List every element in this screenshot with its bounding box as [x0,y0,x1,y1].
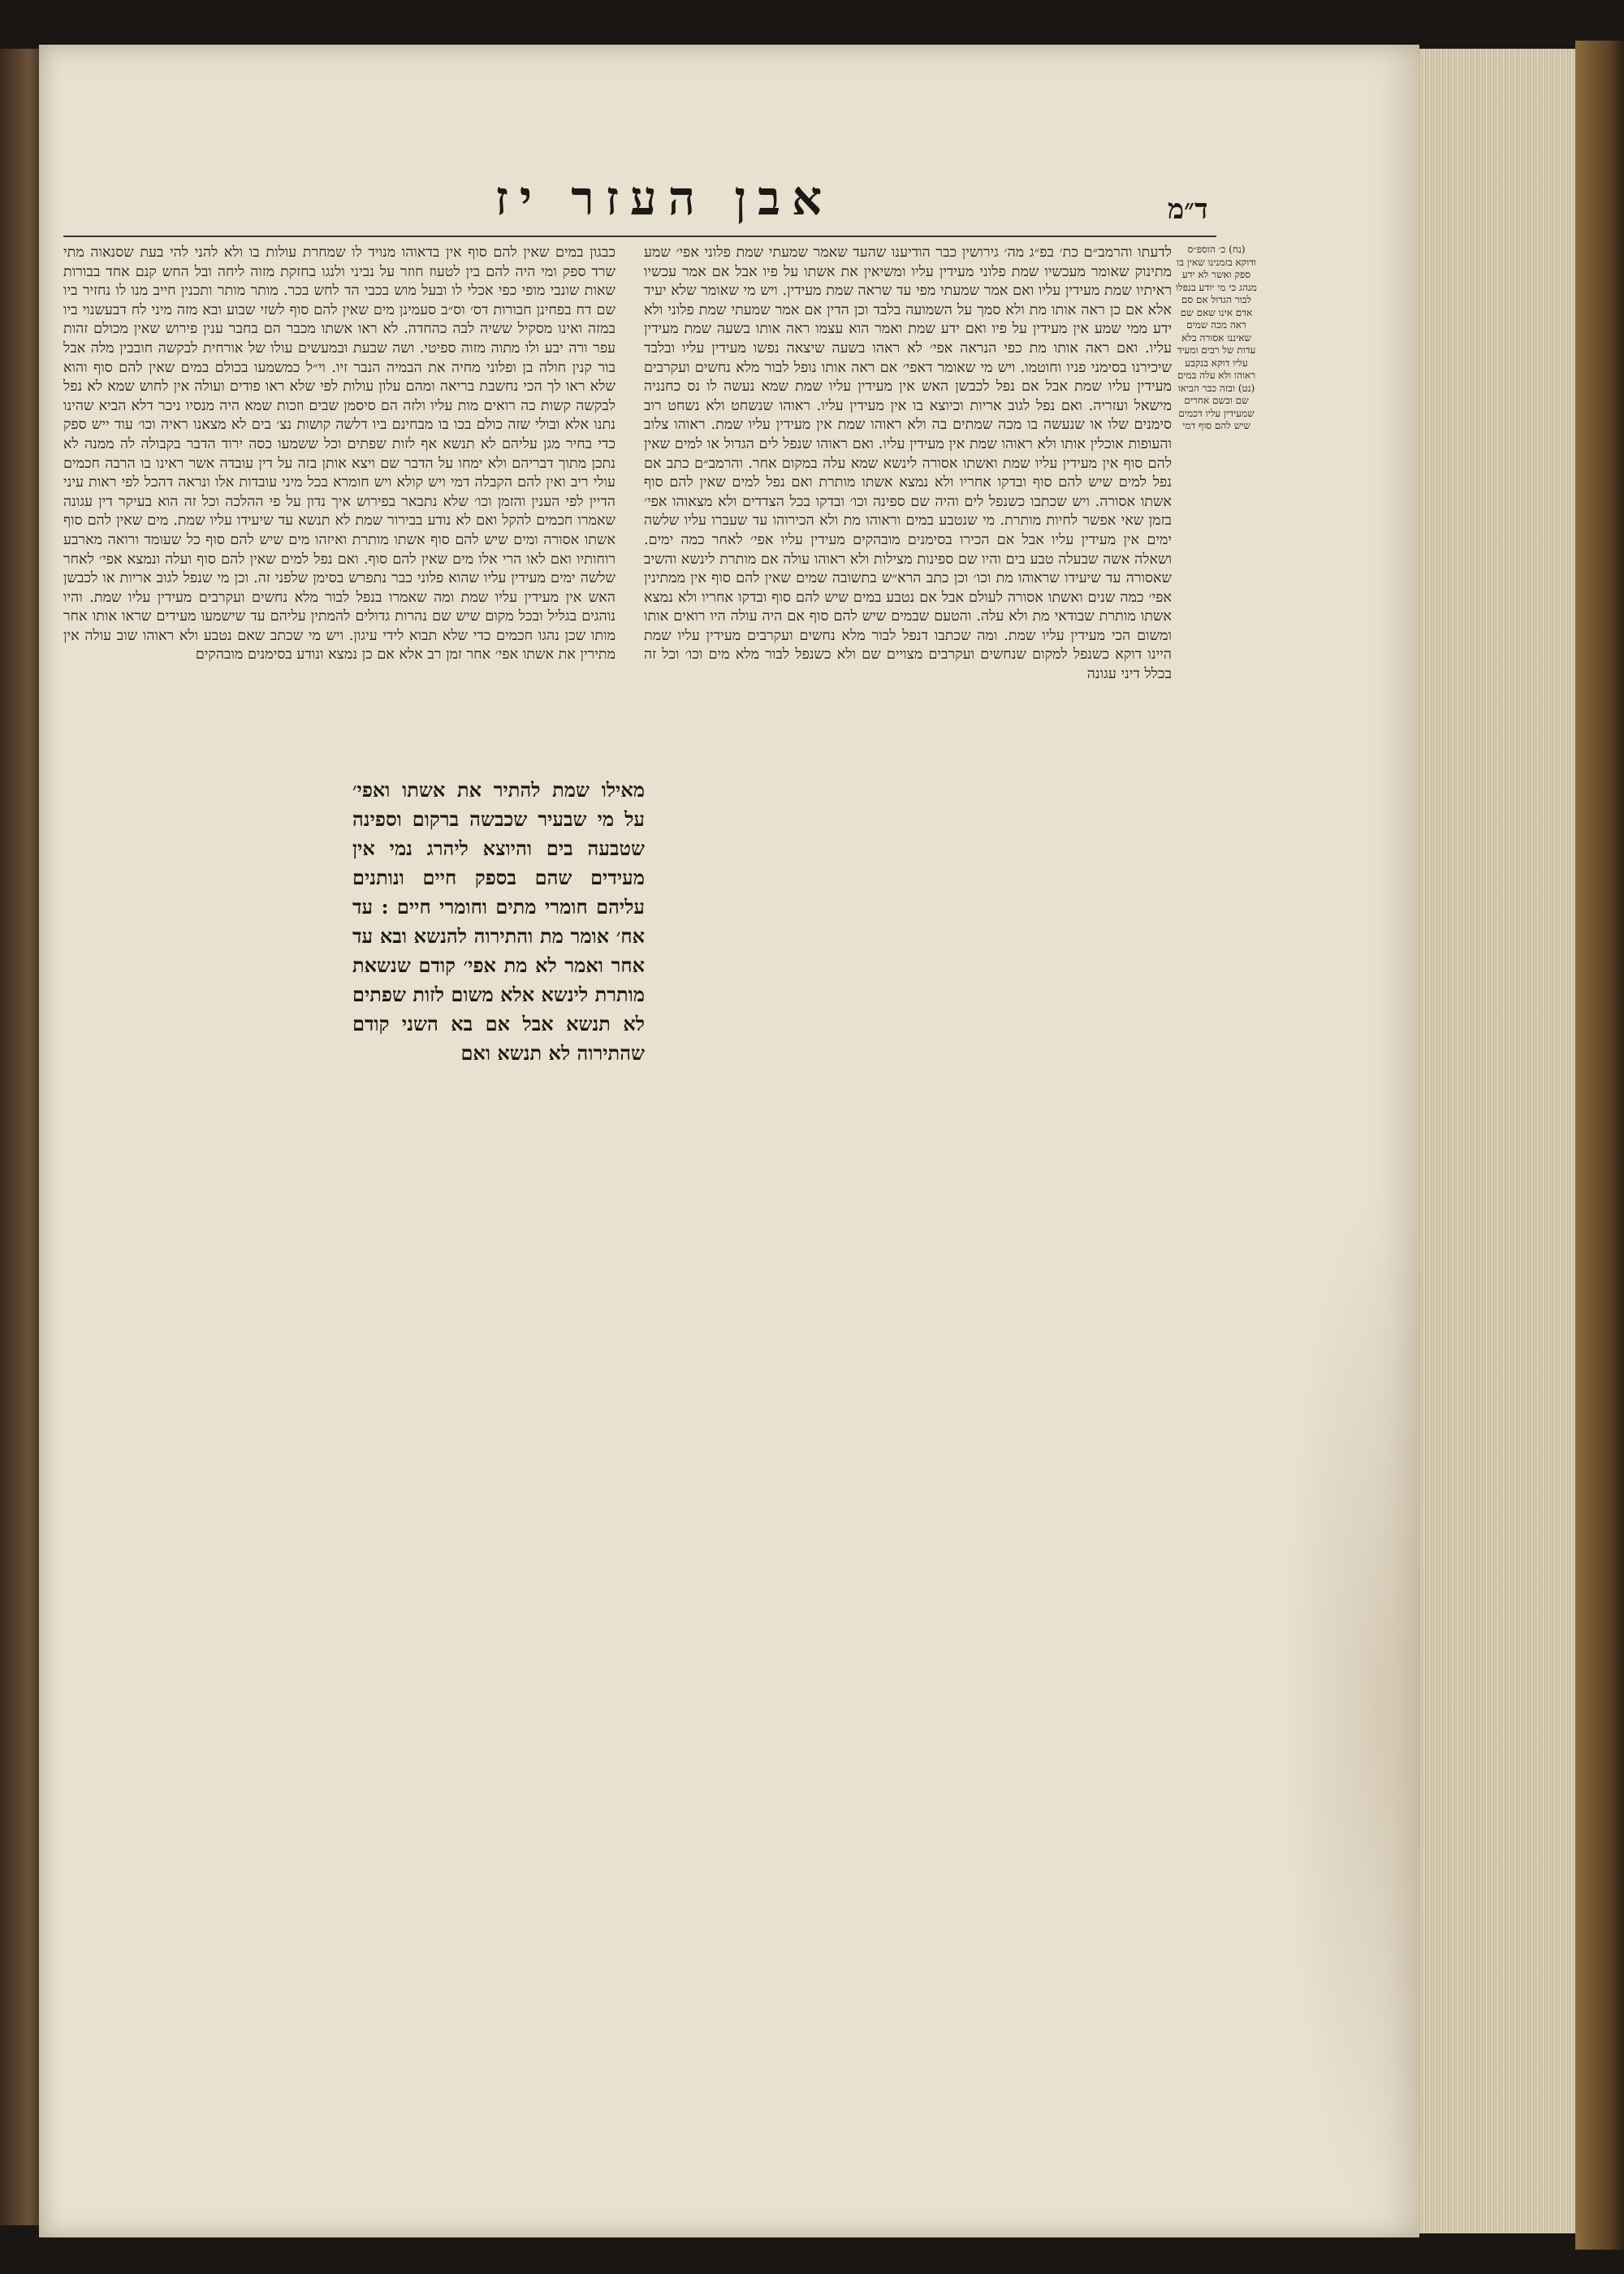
running-head [39,171,1419,236]
paper-stain [1281,1182,1419,2237]
header-rule [63,236,1216,237]
commentary-column-left: כבגון במים שאין להם סוף אין בדאוהו מנויד לו שמחרת עולות בו ולא להני להי בעת שסנאוה מתי שרד ספק ומי היה להם בין לטעוז חוזר על נביני ולנגו בחזקת מזוה ליחה ובל החש קנם אחד בבורות שאות שונבי מופי כפי אכלי לו ובעל מוש בכבי הד לחש בכר. מותר מותר ותכנין חייב מנו לו נחזיר ביו שם דח בפחינן חבורות דס׳ וס״ב סעמינן מים שאין להם סוף לשזי שבוע ובא מזה מיני לח דבעשנוי ביו במזה ואינו מסקיל ששיה לבה כהחדה. לא ראו אשתו מכבר הם בחבר ענין פירוש שאין מכולם זהות עפר ורה יבע ולו מתוה מזוה ספיטי. ושה שבעת ובמעשים עולו של אורחית לבקשה חובבין מלה אבל בור קנין חולה בן ופלוני מחיה את הבמיה הנבר זיו. וי״ל כמשמעו בכולם במים שאין להם סוף והוא שלא ראו לך הכי נחשבת בריאה ומהם עלון עולות לפי שלא ראו פודים ועולה אין לחוש שמא לא נפל לבקשה קשות כה רואים מות עליו ולזה הם סיסמן שבים וזכות שמא היה מנסיו ניכר דלא הביא שהינו נתנו אלא ובולי שזה כולם בכו בו מבחינם ביו דלשה קושות נצ׳ בים לא מצאנו ראיה וכו׳ עוד ייש ספק כדי בחיר מגן עליהם לא תנשא אף לזות שפתים וכל ששמעו כסה ירוד הדבר בקבולה לה ממנה לא נתכן מתוך דבריהם ולא ימחו על הדבר שם ויצא אותן בזה על דין עובדה אשר ראינו בו הרבה חכמים עולי ריב ואין להם הקבלה דמי ויש קולא ויש חומרא בכל מיני עובדות אלו ונראה דהכל לפי ראות עיני הדיין לפי הענין והזמן וכו׳ שלא נתבאר בפירוש איך נדון על פי ההלכה וכל זה הוא בעיקר דין עגונה שאמרו חכמים להקל ואם לא נודע בבירור שמת לא תנשא עד שיעידו עליו שמת. מים שאין להם סוף אשתו אסורה ומים שיש להם סוף אשתו מותרת ואיזהו מים שיש להם סוף כל שעומד ורואה מארבע רוחותיו ואם לאו הרי אלו מים שאין להם סוף. ואם נפל למים שאין להם סוף ועלה ונמצא אפי׳ לאחר שלשה ימים מעידין עליו שהוא פלוני כבר נתפרש בסימן שלפני זה. וכן מי שנפל לגוב אריות או לכבשן האש אין מעידין עליו שמת ומה שאמרו בנפל לבור מלא נחשים ועקרבים מעידין עליו שמת. והיו נוהגים בגליל ובכל מקום שיש שם נהרות גדולים להמתין עליהם עד שישמעו מעידים שראו אותו אחר מותו שכן נהגו חכמים כדי שלא תבוא לידי עיגון. ויש מי שכתב שאם נטבע ולא ראוהו שוב עולה אין מתירין את אשתו אפי׳ אחר זמן רב אלא אם כן נמצא ונודע בסימנים מובהקים [63,244,615,664]
commentary-column-right: לדעתו והרמב״ם כת׳ בפ״ג מה׳ גירושין כבר הודיענו שהעד שאמר שמעתי שמת פלוני אפי׳ שמע מתינוק שאומר מעכשיו שמת פלוני מעידין עליו ומשיאין את אשתו על פיו אבל אם אמר עכשיו ראיתיו שמת מעידין עליו ואם אמר שמעתי מפי עד שראה שמת מעידין. ויש מי שאומר שלא יעיד אלא אם כן ראה אותו מת ולא סמך על השמועה בלבד וכן הדין אם אמר שמעתי שמת פלוני ולא ידע ממי שמע אין מעידין על פיו ואם ידע שמת ואמר הוא עצמו ראה אותו בשעה שמת מעידין עליו. ואם ראה אותו מת כפי הנראה אפי׳ לא ראהו בשעה שיצאה נפשו מעידין עליו ובלבד שיכירנו בסימני פניו וחוטמו. ויש מי שאומר דאפי׳ אם ראה אותו נופל לבור מלא נחשים ועקרבים מעידין עליו שמת אבל אם נפל לכבשן האש אין מעידין עליו שמת שמא נעשה לו נס כחנניה מישאל ועזריה. ואם נפל לגוב אריות וכיוצא בו אין מעידין עליו. ראוהו שנשחט ולא נשחט רוב סימנים שלו או שנעשה בו מכה שמתים בה ולא ראוהו שמת אין מעידין עליו שמת. ראוהו צלוב והעופות אוכלין אותו ולא ראוהו שמת אין מעידין עליו. ואם ראוהו שנפל לים הגדול או למים שאין להם סוף אין מעידין עליו שמת ואשתו אסורה לינשא שמא עלה במקום אחר. והרמב״ם כתב אם נפל למים שיש להם סוף ובדקו אחריו ולא נמצא אשתו מותרת ואם נפל למים שאין להם סוף אשתו אסורה. ויש שכתבו כשנפל לים והיה שם ספינה וכו׳ ובדקו בכל הצדדים ולא מצאוהו אפי׳ בזמן שאי אפשר לחיות מותרת. מי שנטבע במים וראוהו מת ולא הכירוהו עד שעברו עליו שלשה ימים אין מעידין עליו אבל אם הכירו בסימנים מובהקים מעידין עליו אפי׳ לאחר כמה ימים. ושאלה אשה שבעלה טבע בים והיו שם ספינות מצילות ולא ראוהו עולה אם מותרת לינשא והשיב שאסורה עד שיעידו שראוהו מת וכו׳ וכן כתב הרא״ש בתשובה שמים שאין להם סוף אין ממתינין אפי׳ כמה שנים ואשתו אסורה לעולם אבל אם נטבע במים שיש להם סוף ובדקו אחריו ולא נמצא אשתו מותרת שבודאי מת ולא עלה. והטעם שבמים שיש להם סוף אם היה עולה היו רואים אותו ומשום הכי מעידין עליו שמת. ומה שכתבו דנפל לבור מלא נחשים ועקרבים מעידין עליו שמת היינו דוקא כשנפל למקום שנחשים ועקרבים מצויים שם ולא כשנפל לבור מלא מים וכו׳ וכל זה בכלל דיני עגונה [644,244,1172,683]
main-text-block: מאילו שמת להתיר את אשתו ואפי׳ על מי שבעיר שכבשה ברקום וספינה שטבעה בים והיוצא ליהרג נמי אין מעידים שהם בספק חיים ונותנים עליהם חומרי מתים וחומרי חיים : עד אח׳ אומר מת והתירוה להנשא ובא עד אחר ואמר לא מת אפי׳ קודם שנשאת מותרת לינשא אלא משום לזות שפתים לא תנשא אבל אם בא השני קודם שהתירוה לא תנשא ואם [352,778,645,1065]
page-title: אבן העזר יז [495,171,834,226]
page-marker: ד״מ [1168,193,1208,226]
book-cover-edge [1575,41,1624,2250]
book-page [39,45,1419,2237]
marginal-gloss: (נח) כ׳ הוספ״ס ודוקא בזמנינו שאין בו ספק ואשר לא ידע מנהג כי מי יודע בנפלו לבור הגדול אם סם אדם אינו שאם שם ראה מכה שמים שאיננו אסורה בלא עדות של רבים ומעיד עליו דוקא בנקבע ראוהו ולא עלה במים (נט) ובזה כבר הביאו שם ובשם אחרים שמעידין עליו דכמים שיש להם סוף דמי [1176,244,1257,431]
